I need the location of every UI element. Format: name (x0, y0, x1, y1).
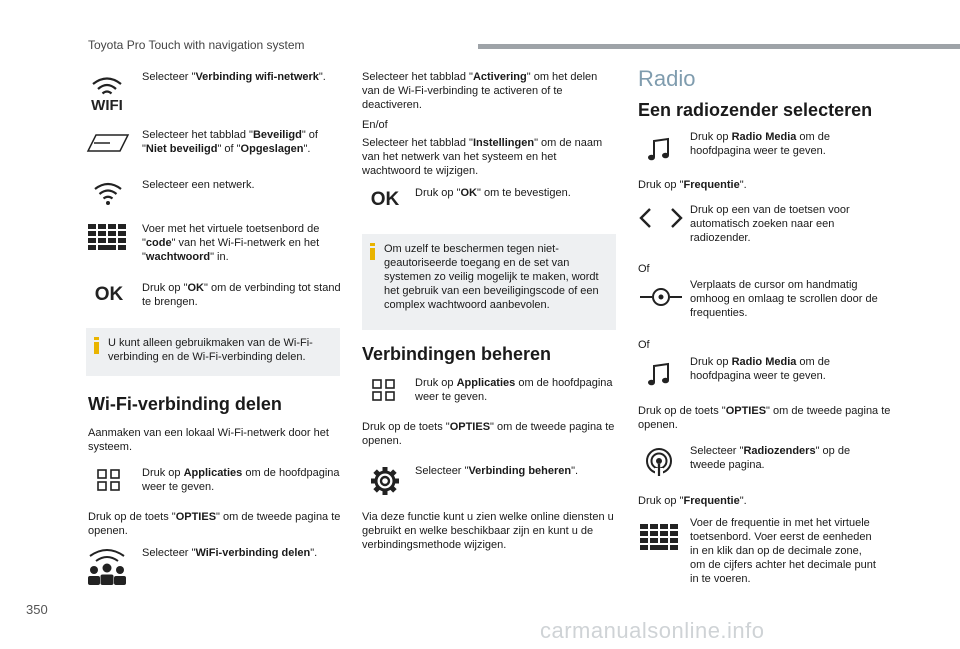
paragraph-wifi-share-intro: Aanmaken van een lokaal Wi-Fi-netwerk door het systeem. (88, 427, 329, 453)
radio-waves-icon (644, 447, 674, 477)
paragraph-or-2: Of (638, 339, 650, 351)
paragraph-activation-tab: Selecteer het tabblad "Activering" om het delen van de Wi-Fi-verbinding te activeren of te deactiveren. (362, 71, 598, 111)
keyboard-icon (640, 524, 680, 550)
ok-icon (92, 283, 126, 303)
security-note-text: Om uzelf te beschermen tegen niet-geautoriseerde toegang en de set van systemen zo veilig mogelijk te maken, wordt het gebruik van een beveiligingscode of een complex wachtwoord aanbevolen. (384, 243, 599, 311)
watermark: carmanualsonline.info (540, 618, 765, 643)
info-icon (370, 243, 376, 264)
security-note (362, 234, 616, 330)
wifi-signal-icon (93, 180, 123, 206)
step-select-manage-connection: Selecteer "Verbinding beheren". (415, 465, 579, 477)
section-title-radio: Radio (638, 66, 696, 91)
step-auto-search: Druk op een van de toetsen voor automatisch zoeken naar een radiozender. (690, 204, 850, 244)
slider-cursor-icon (638, 286, 684, 308)
step-select-network: Selecteer een netwerk. (142, 179, 255, 191)
info-note-text: U kunt alleen gebruikmaken van de Wi-Fi-verbinding en de Wi-Fi-verbinding delen. (108, 337, 313, 363)
step-press-radio-media: Druk op Radio Media om de hoofdpagina weer te geven. (690, 131, 831, 157)
step-press-applications: Druk op Applicaties om de hoofdpagina weer te geven. (142, 467, 340, 493)
step-select-tab-security: Selecteer het tabblad "Beveiligd" of "Niet beveiligd" of "Opgeslagen". (142, 129, 318, 155)
section-heading-select-station: Een radiozender selecteren (638, 100, 873, 120)
info-note (86, 328, 340, 376)
step-press-radio-media-2: Druk op Radio Media om de hoofdpagina weer te geven. (690, 356, 831, 382)
paragraph-settings-tab: Selecteer het tabblad "Instellingen" om de naam van het netwerk van het systeem en het wachtwoord te wijzigen. (362, 137, 603, 177)
step-manual-scroll: Verplaats de cursor om handmatig omhoog en omlaag te scrollen door de frequenties. (690, 279, 878, 319)
page-number: 350 (26, 602, 48, 617)
svg-text:WIFI: WIFI (91, 97, 123, 112)
paragraph-or-1: Of (638, 263, 650, 275)
keyboard-icon (88, 224, 128, 250)
paragraph-press-frequency: Druk op "Frequentie". (638, 179, 747, 191)
paragraph-press-options-2: Druk op de toets "OPTIES" om de tweede pagina te openen. (362, 421, 615, 447)
apps-grid-icon (372, 379, 396, 401)
chevrons-icon (638, 207, 684, 229)
paragraph-press-frequency-2: Druk op "Frequentie". (638, 495, 747, 507)
paragraph-press-options: Druk op de toets "OPTIES" om de tweede pagina te openen. (88, 511, 341, 537)
header-bar (478, 44, 960, 49)
step-select-wifi: Selecteer "Verbinding wifi-netwerk". (142, 71, 326, 83)
section-heading-manage-connections: Verbindingen beheren (362, 344, 552, 364)
svg-text:OK: OK (94, 284, 124, 303)
header-title: Toyota Pro Touch with navigation system (88, 38, 305, 52)
wifi-icon (86, 72, 128, 112)
music-note-icon (646, 137, 672, 163)
info-icon (94, 337, 100, 358)
ok-icon (368, 188, 402, 208)
tag-tab-icon (86, 133, 130, 153)
paragraph-online-services: Via deze functie kunt u zien welke online diensten u gebruikt en welke beschikbaar zijn en kunt u de verbindingsmethode wijzigen. (362, 511, 614, 551)
users-icon (86, 546, 128, 586)
step-enter-code: Voer met het virtuele toetsenbord de "code" van het Wi-Fi-netwerk en het "wachtwoord" in. (142, 223, 320, 263)
paragraph-press-options-3: Druk op de toets "OPTIES" om de tweede pagina te openen. (638, 405, 891, 431)
apps-grid-icon (97, 469, 121, 491)
step-press-applications-2: Druk op Applicaties om de hoofdpagina weer te geven. (415, 377, 613, 403)
paragraph-and-or: En/of (362, 119, 388, 131)
music-note-icon (646, 362, 672, 388)
step-press-ok-confirm: Druk op "OK" om te bevestigen. (415, 187, 571, 199)
step-enter-frequency: Voer de frequentie in met het virtuele toetsenbord. Voer eerst de eenheden in en klik dan op de decimale zone, om de cijfers achter het decimale punt in te voeren. (690, 517, 876, 585)
step-select-radio-stations: Selecteer "Radiozenders" op de tweede pagina. (690, 445, 851, 471)
gear-icon (370, 466, 400, 496)
step-press-ok: Druk op "OK" om de verbinding tot stand te brengen. (142, 282, 341, 308)
section-heading-wifi-share: Wi-Fi-verbinding delen (88, 394, 282, 414)
svg-text:OK: OK (370, 189, 400, 208)
step-select-wifi-share: Selecteer "WiFi-verbinding delen". (142, 547, 318, 559)
